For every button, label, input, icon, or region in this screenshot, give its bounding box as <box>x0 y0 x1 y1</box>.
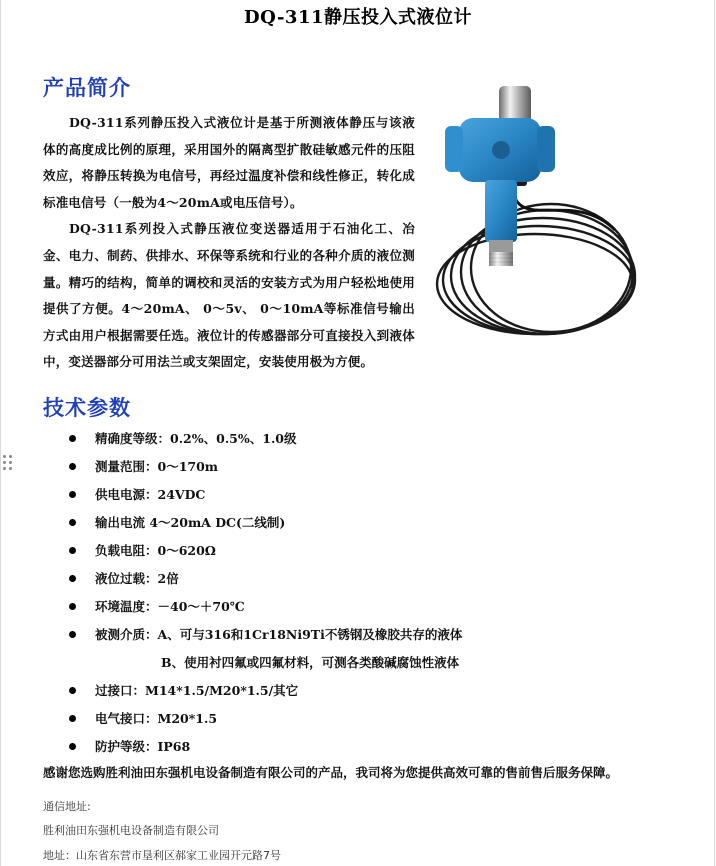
document-title: DQ-311静压投入式液位计 <box>244 7 472 28</box>
spec-text: 环境温度：－40～＋70℃ <box>95 599 245 614</box>
bullet-icon <box>69 463 76 470</box>
spec-item <box>66 595 686 623</box>
spec-text: 负载电阻：0～620Ω <box>95 543 216 558</box>
spec-text: 精确度等级：0.2%、0.5%、1.0级 <box>95 431 297 446</box>
spec-item <box>66 735 686 763</box>
spec-item <box>66 567 686 595</box>
spec-text: 被测介质：A、可与316和1Cr18Ni9Ti不锈钢及橡胶共存的液体 <box>95 627 463 642</box>
bullet-icon <box>69 603 76 610</box>
spec-item <box>66 623 686 651</box>
bullet-icon <box>69 491 76 498</box>
bullet-icon <box>69 631 76 638</box>
bullet-icon <box>69 547 76 554</box>
bullet-icon <box>69 519 76 526</box>
bullet-icon <box>69 715 76 722</box>
specs-heading: 技术参数 <box>43 396 131 420</box>
contact-company: 胜利油田东强机电设备制造有限公司 <box>43 824 219 837</box>
bullet-icon <box>69 575 76 582</box>
page-border-right <box>714 0 715 866</box>
page-border-left <box>0 0 1 866</box>
contact-address: 地址：山东省东营市垦利区郝家工业园开元路7号 <box>43 849 281 862</box>
spec-text: 测量范围：0～170m <box>95 459 219 474</box>
spec-text: 供电电源：24VDC <box>95 487 206 502</box>
spec-continuation: B、使用衬四氟或四氟材料，可测各类酸碱腐蚀性液体 <box>161 655 460 670</box>
spec-item <box>66 707 686 735</box>
bullet-icon <box>69 743 76 750</box>
contact-label: 通信地址: <box>43 800 91 813</box>
intro-paragraph-1: DQ-311系列静压投入式液位计是基于所测液体静压与该液体的高度成比例的原理，采用国外的隔离型扩散硅敏感元件的压阻效应，将静压转换为电信号，再经过温度补偿和线性修正，转化成标准电信号（一般为4～20mA或电压信号）。 <box>43 115 415 210</box>
spec-list <box>66 427 686 763</box>
spec-text: 过接口：M14*1.5/M20*1.5/其它 <box>95 683 299 698</box>
bullet-icon <box>69 687 76 694</box>
spec-text: 电气接口：M20*1.5 <box>95 711 218 726</box>
spec-text: 防护等级：IP68 <box>95 739 191 754</box>
spec-item <box>66 427 686 455</box>
intro-heading: 产品简介 <box>43 76 131 100</box>
spec-item <box>66 483 686 511</box>
drag-handle-icon[interactable] <box>3 455 13 475</box>
intro-text <box>43 110 415 376</box>
spec-item <box>66 539 686 567</box>
thanks-text: 感谢您选购胜利油田东强机电设备制造有限公司的产品，我司将为您提供高效可靠的售前售后服务保障。 <box>43 765 619 780</box>
spec-item <box>66 511 686 539</box>
spec-text: 输出电流 4～20mA DC(二线制) <box>95 515 286 530</box>
spec-text: 液位过载：2倍 <box>95 571 179 586</box>
level-transmitter-image <box>425 80 647 348</box>
bullet-icon <box>69 435 76 442</box>
spec-item <box>66 679 686 707</box>
spec-item <box>66 455 686 483</box>
intro-paragraph-2: DQ-311系列投入式静压液位变送器适用于石油化工、冶金、电力、制药、供排水、环保等系统和行业的各种介质的液位测量。精巧的结构，简单的调校和灵活的安装方式为用户轻松地使用提供了方便。4～20mA、 0～5v、 0～10mA等标准信号输出方式由用户根据需要任选。液位计的传感器部分可直接投入到液体中，变送器部分可用法兰或支架固定，安装使用极为方便。 <box>43 221 415 370</box>
